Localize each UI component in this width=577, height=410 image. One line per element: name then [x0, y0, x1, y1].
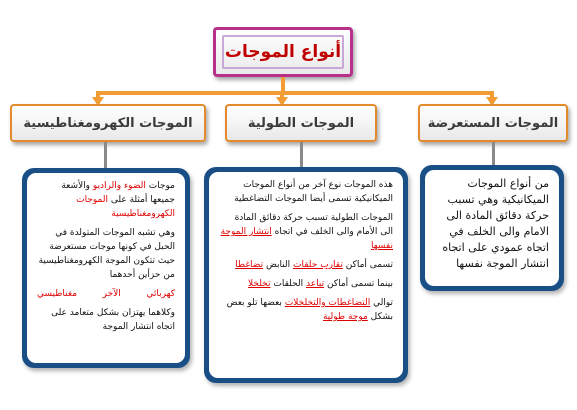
connector-horizontal: [97, 91, 493, 95]
long-highlight-direction: انتشار الموجة نفسها: [220, 227, 393, 251]
connector-middle-card: [300, 142, 303, 168]
em-paragraph-4: وكلاهما يهتزان بشكل متعامد على اتجاه انتشار الموجة: [51, 308, 175, 332]
long-highlight-compression: تضاغطا: [235, 260, 264, 270]
card-longitudinal: [204, 167, 408, 383]
category-electromagnetic: [10, 104, 206, 142]
long-text: الحلقات: [270, 279, 307, 289]
trans-paragraph-1: من أنواع الموجات الميكانيكية وهي تسبب حركة دقائق المادة الى الامام والى الخلف في اتجاه عمودي على اتجاه انتشار الموجة نفسها: [442, 177, 549, 270]
em-text: موجات: [145, 181, 175, 191]
card-electromagnetic-content: [27, 173, 185, 363]
long-paragraph-1: هذه الموجات نوع آخر من أنواع الموجات الميكانيكية تسمى أيضا الموجات التضاغطية: [234, 180, 393, 204]
long-text: بينما تسمى أماكن: [324, 279, 393, 289]
long-text: تسمى أماكن: [342, 260, 393, 270]
long-text: الموجات الطولية تسبب حركة دقائق المادة الى الأمام والى الخلف في اتجاه: [234, 213, 393, 237]
long-highlight-longitudinal: موجة طولية: [322, 312, 368, 322]
connector-root-stem: [281, 77, 285, 92]
long-highlight-sequence: التضاغطات والتخلخلات: [284, 298, 371, 308]
long-highlight-rarefaction: تخلخلا: [248, 279, 271, 289]
long-text: توالي: [370, 298, 393, 308]
card-transverse: [420, 165, 564, 291]
em-highlight-light-radio: الضوء والراديو: [92, 181, 146, 191]
em-highlight-other: الآخر: [102, 289, 121, 299]
em-paragraph-3: [37, 287, 175, 301]
long-highlight-spread: تباعد: [306, 279, 325, 289]
long-text: بعضها تلو بعض بشكل: [226, 298, 393, 322]
em-highlight-electric: كهربائي: [146, 289, 175, 299]
em-highlight-magnetic: مغناطيسي: [37, 289, 78, 299]
em-highlight-em-waves: الموجات الكهرومغناطيسية: [76, 195, 175, 219]
long-paragraph-4: [219, 277, 393, 291]
card-transverse-content: [425, 170, 559, 286]
long-paragraph-2: [219, 211, 393, 253]
em-text: والأشعة جميعها أمثلة على: [61, 181, 175, 205]
category-electromagnetic-label: الموجات الكهرومغناطيسية: [23, 115, 193, 131]
long-text: النابض: [263, 260, 294, 270]
em-paragraph-1: [37, 179, 175, 221]
category-longitudinal: [225, 104, 377, 142]
root-title: أنواع الموجات: [224, 42, 342, 62]
long-paragraph-3: [219, 258, 393, 272]
connector-left-card: [104, 142, 107, 168]
category-transverse: [418, 104, 568, 142]
long-highlight-rings-close: تقارب حلقات: [293, 260, 343, 270]
connector-right-card: [492, 142, 495, 166]
card-electromagnetic: [22, 168, 190, 368]
root-node: [213, 27, 353, 77]
category-longitudinal-label: الموجات الطولية: [247, 115, 355, 131]
em-paragraph-2: وهي تشبه الموجات المتولدة في الحبل في كونها موجات مستعرضة حيث تتكون الموجة الكهرومغناطيسية من حزأين أحدهما: [38, 228, 175, 280]
category-transverse-label: الموجات المستعرضة: [427, 115, 559, 131]
long-paragraph-5: [219, 296, 393, 324]
card-longitudinal-content: [209, 172, 403, 378]
